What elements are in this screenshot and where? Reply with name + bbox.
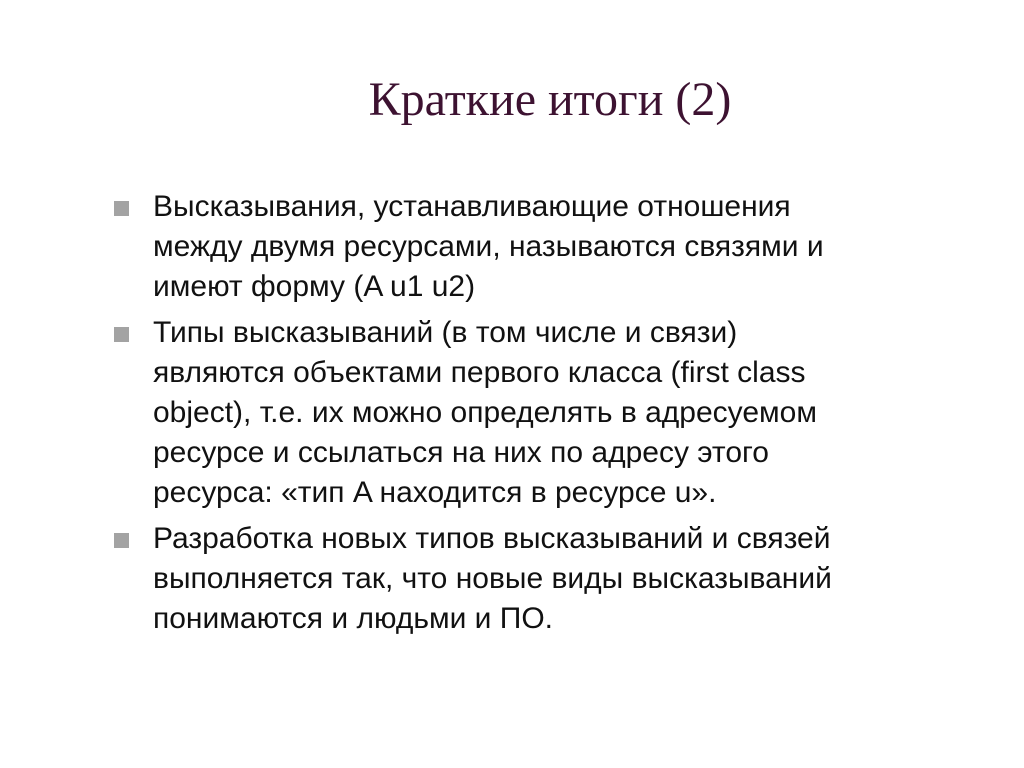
- bullet-line: object), т.е. их можно определять в адресуемом: [153, 396, 817, 429]
- bullet-item-3: [114, 519, 934, 639]
- bullet-list: [114, 187, 934, 645]
- bullet-line: между двумя ресурсами, называются связями и: [153, 230, 824, 263]
- bullet-line: ресурсе и ссылаться на них по адресу этого: [153, 436, 769, 469]
- bullet-line: являются объектами первого класса (first class: [153, 356, 806, 389]
- slide-title: Краткие итоги (2): [368, 73, 732, 126]
- bullet-line: Типы высказываний (в том числе и связи): [153, 316, 738, 349]
- bullet-text-2: [153, 313, 934, 513]
- bullet-text-3: [153, 519, 934, 639]
- square-bullet-icon: [114, 327, 129, 342]
- bullet-line: ресурса: «тип A находится в ресурсе u».: [153, 476, 717, 509]
- bullet-line: Высказывания, устанавливающие отношения: [153, 190, 791, 223]
- bullet-line: понимаются и людьми и ПО.: [153, 602, 554, 635]
- bullet-item-2: [114, 313, 934, 513]
- bullet-item-1: [114, 187, 934, 307]
- bullet-line: выполняется так, что новые виды высказываний: [153, 562, 832, 595]
- bullet-line: имеют форму (A u1 u2): [153, 270, 476, 303]
- square-bullet-icon: [114, 201, 129, 216]
- bullet-text-1: [153, 187, 934, 307]
- bullet-line: Разработка новых типов высказываний и связей: [153, 522, 831, 555]
- square-bullet-icon: [114, 533, 129, 548]
